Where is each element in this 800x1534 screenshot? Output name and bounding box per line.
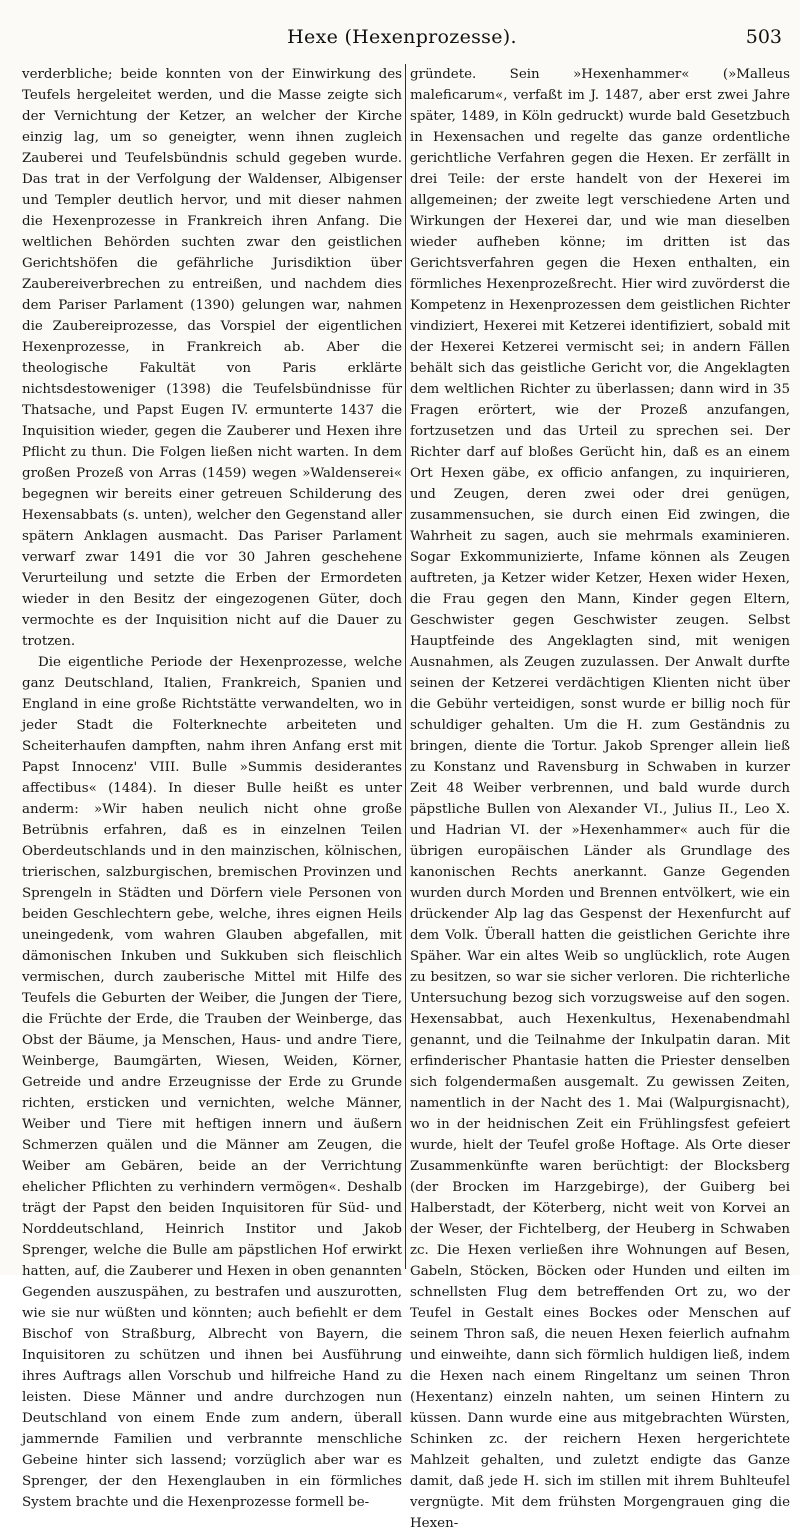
page-number: 503 xyxy=(745,26,782,48)
left-column xyxy=(22,64,402,1510)
right-paragraph-1: gründete. Sein »Hexenhammer« (»Malleus maleficarum«, verfaßt im J. 1487, aber erst zwei Jahre später, 1489, in Köln gedruckt) wurde bald Gesetzbuch in Hexensachen und regelte das ganze ordentliche gerichtliche Verfahren gegen die Hexen. Er zerfällt in drei Teile: der erste handelt von der Hexerei im allgemeinen; der zweite legt verschiedene Arten und Wirkungen der Hexerei dar, und wie man dieselben wieder aufheben könne; im dritten ist das Gerichtsverfahren gegen die Hexen enthalten, ein förmliches Hexenprozeßrecht. Hier wird zuvörderst die Kompetenz in Hexenprozessen dem geistlichen Richter vindiziert, Hexerei mit Ketzerei identifiziert, sobald mit der Hexerei Ketzerei vermischt sei; in andern Fällen behält sich das geistliche Gericht vor, die Angeklagten dem weltlichen Richter zu überlassen; dann wird in 35 Fragen erörtert, wie der Prozeß anzufangen, fortzusetzen und das Urteil zu sprechen sei. Der Richter darf auf bloßes Gerücht hin, daß es an einem Ort Hexen gäbe, ex officio anfangen, zu inquirieren, und Zeugen, deren zwei oder drei genügen, zusammensuchen, sie durch einen Eid zwingen, die Wahrheit zu sagen, auch sie mehrmals examinieren. Sogar Exkommunizierte, Infame können als Zeugen auftreten, ja Ketzer wider Ketzer, Hexen wider Hexen, die Frau gegen den Mann, Kinder gegen Eltern, Geschwister gegen Geschwister zeugen. Selbst Hauptfeinde des Angeklagten sind, mit wenigen Ausnahmen, als Zeugen zuzulassen. Der Anwalt durfte seinen der Ketzerei verdächtigen Klienten nicht über die Gebühr verteidigen, sonst wurde er billig noch für schuldiger gehalten. Um die H. zum Geständnis zu bringen, diente die Tortur. Jakob Sprenger allein ließ zu Konstanz und Ravensburg in Schwaben in kurzer Zeit 48 Weiber verbrennen, und bald wurde durch päpstliche Bullen von Alexander VI., Julius II., Leo X. und Hadrian VI. der »Hexenhammer« auch für die übrigen europäischen Länder als Grundlage des kanonischen Rechts anerkannt. Ganze Gegenden wurden durch Morden und Brennen entvölkert, wie ein drückender Alp lag das Gespenst der Hexenfurcht auf dem Volk. Überall hatten die geistlichen Gerichte ihre Späher. War ein altes Weib so unglücklich, rote Augen zu besitzen, so war sie sicher verloren. Die richterliche Untersuchung bezog sich vorzugsweise auf den sogen. Hexensabbat, auch Hexenkultus, Hexenabendmahl genannt, und die Teilnahme der Inkulpatin daran. Mit erfinderischer Phantasie hatten die Priester denselben sich folgendermaßen ausgemalt. Zu gewissen Zeiten, namentlich in der Nacht des 1. Mai (Walpurgisnacht), wo in der heidnischen Zeit ein Frühlingsfest gefeiert wurde, hielt der Teufel große Hoftage. Als Orte dieser Zusammenkünfte waren berüchtigt: der Blocksberg (der Brocken im Harzgebirge), der Guiberg bei Halberstadt, der Köterberg, nicht weit von Korvei an der Weser, der Fichtelberg, der Heuberg in Schwaben zc. Die Hexen verließen ihre Wohnungen auf Besen, Gabeln, Stöcken, Böcken oder Hunden und eilten im schnellsten Flug dem betreffenden Ort zu, wo der Teufel in Gestalt eines Bockes oder Menschen auf seinem Thron saß, die neuen Hexen feierlich aufnahm und einweihte, dann sich förmlich huldigen ließ, indem die Hexen nach einem Ringeltanz um seinen Thron (Hexentanz) einzeln nahten, um seinen Hintern zu küssen. Dann wurde eine aus mitgebrachten Würsten, Schinken zc. der reichern Hexen hergerichtete Mahlzeit gehalten, und zuletzt endigte das Ganze damit, daß jede H. sich im stillen mit ihrem Buhlteufel vergnügte. Mit dem frühsten Morgengrauen ging die Hexen- xyxy=(410,67,790,1531)
right-column xyxy=(410,64,790,1531)
left-paragraph-2: Die eigentliche Periode der Hexenprozesse, welche ganz Deutschland, Italien, Frankreich, Spanien und England in eine große Richtstätte verwandelten, wo in jeder Stadt die Folterknechte arbeiteten und Scheiterhaufen dampften, nahm ihren Anfang erst mit Papst Innocenz' VIII. Bulle »Summis desiderantes affectibus« (1484). In dieser Bulle heißt es unter anderm: »Wir haben neulich nicht ohne große Betrübnis erfahren, daß es in einzelnen Teilen Oberdeutschlands und in den mainzischen, kölnischen, trierischen, salzburgischen, bremischen Provinzen und Sprengeln in Städten und Dörfern viele Personen von beiden Geschlechtern gebe, welche, ihres eignen Heils uneingedenk, vom wahren Glauben abgefallen, mit dämonischen Inkuben und Sukkuben sich fleischlich vermischen, durch zauberische Mittel mit Hilfe des Teufels die Geburten der Weiber, die Jungen der Tiere, die Früchte der Erde, die Trauben der Weinberge, das Obst der Bäume, ja Menschen, Haus- und andre Tiere, Weinberge, Baumgärten, Wiesen, Weiden, Körner, Getreide und andre Erzeugnisse der Erde zu Grunde richten, ersticken und vernichten, welche Männer, Weiber und Tiere mit heftigen innern und äußern Schmerzen quälen und die Männer am Zeugen, die Weiber am Gebären, beide an der Verrichtung ehelicher Pflichten zu verhindern vermögen«. Deshalb trägt der Papst den beiden Inquisitoren für Süd- und Norddeutschland, Heinrich Institor und Jakob Sprenger, welche die Bulle am päpstlichen Hof erwirkt hatten, auf, die Zauberer und Hexen in oben genannten Gegenden auszuspähen, zu bestrafen und auszurotten, wie sie nur wüßten und könnten; auch befiehlt er dem Bischof von Straßburg, Albrecht von Bayern, die Inquisitoren zu schützen und ihnen bei Ausführung ihres Auftrags allen Vorschub und hilfreiche Hand zu leisten. Diese Männer und andre durchzogen nun Deutschland von einem Ende zum andern, überall jammernde Familien und verbrannte menschliche Gebeine hinter sich lassend; vorzüglich aber war es Sprenger, der den Hexenglauben in ein förmliches System brachte und die Hexenprozesse formell be- xyxy=(22,655,402,1510)
left-paragraph-1: verderbliche; beide konnten von der Einwirkung des Teufels hergeleitet werden, und die Masse zeigte sich der Vernichtung der Ketzer, an welcher der Kirche einzig lag, um so geneigter, wenn ihnen zugleich Zauberei und Teufelsbündnis schuld gegeben wurde. Das trat in der Verfolgung der Waldenser, Albigenser und Templer deutlich hervor, und mit dieser nahmen die Hexenprozesse in Frankreich ihren Anfang. Die weltlichen Behörden suchten zwar den geistlichen Gerichtshöfen die gefährliche Jurisdiktion über Zaubereiverbrechen zu entreißen, und nachdem dies dem Pariser Parlament (1390) gelungen war, nahmen die Zaubereiprozesse, das Vorspiel der eigentlichen Hexenprozesse, in Frankreich ab. Aber die theologische Fakultät von Paris erklärte nichtsdestoweniger (1398) die Teufelsbündnisse für Thatsache, und Papst Eugen IV. ermunterte 1437 die Inquisition wieder, gegen die Zauberer und Hexen ihre Pflicht zu thun. Die Folgen ließen nicht warten. In dem großen Prozeß von Arras (1459) wegen »Waldenserei« begegnen wir bereits einer getreuen Schilderung des Hexensabbats (s. unten), welcher den Gegenstand aller spätern Anklagen ausmacht. Das Pariser Parlament verwarf zwar 1491 die vor 30 Jahren geschehene Verurteilung und setzte die Erben der Ermordeten wieder in den Besitz der eingezogenen Güter, doch vermochte es der Inquisition nicht auf die Dauer zu trotzen. xyxy=(22,67,402,649)
page-header xyxy=(22,26,782,58)
column-divider xyxy=(405,64,406,1269)
running-head: Hexe (Hexenprozesse). xyxy=(287,26,517,48)
